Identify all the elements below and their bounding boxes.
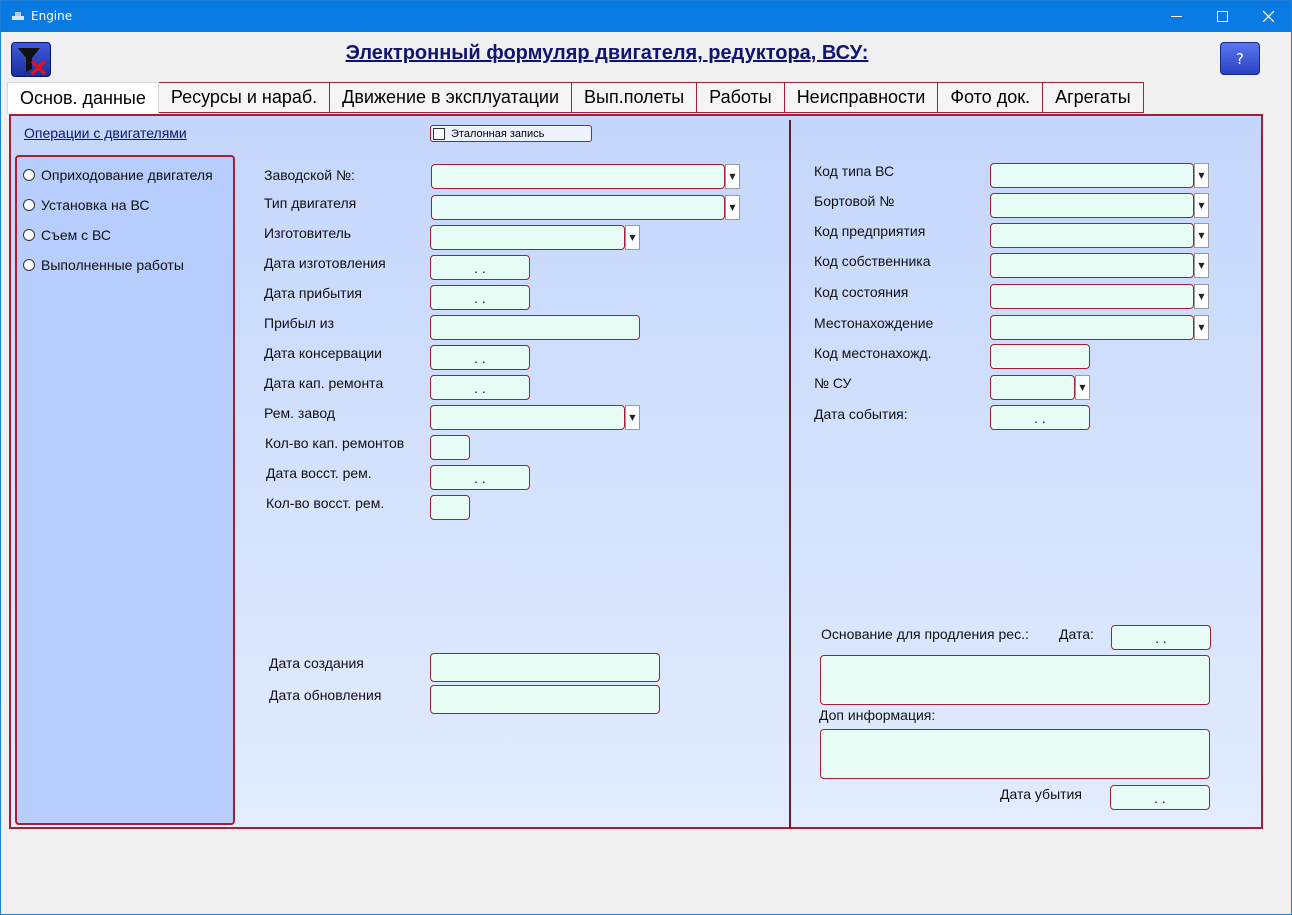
- label-conservation-date: Дата консервации: [264, 345, 382, 361]
- repair-plant-combo[interactable]: [430, 405, 625, 430]
- maximize-icon: [1217, 11, 1228, 22]
- departure-date-field[interactable]: . .: [1110, 785, 1210, 810]
- extra-info-memo[interactable]: [820, 729, 1210, 779]
- tab-bar: [7, 82, 1144, 113]
- label-event-date: Дата события:: [814, 406, 908, 422]
- label-repair-plant: Рем. завод: [264, 405, 336, 421]
- minimize-button[interactable]: [1153, 1, 1199, 32]
- tab-flights[interactable]: Вып.полеты: [572, 82, 697, 113]
- extension-basis-memo[interactable]: [820, 655, 1210, 705]
- serial-no-combo[interactable]: [431, 164, 725, 189]
- label-overhaul-count: Кол-во кап. ремонтов: [265, 435, 405, 451]
- tab-photo-docs[interactable]: Фото док.: [938, 82, 1043, 113]
- radio-install[interactable]: [23, 196, 149, 214]
- label-su-no: № СУ: [814, 375, 852, 391]
- label-location-code: Код местонахожд.: [814, 345, 932, 361]
- label-board-no: Бортовой №: [814, 193, 895, 209]
- restore-count-field[interactable]: [430, 495, 470, 520]
- radio-label: Установка на ВС: [41, 197, 150, 213]
- label-arrival-date: Дата прибытия: [264, 285, 362, 301]
- radio-circle: [23, 169, 35, 181]
- title-bar: [1, 1, 1291, 32]
- panel-divider: [789, 120, 791, 828]
- arrived-from-field[interactable]: [430, 315, 640, 340]
- operations-link[interactable]: Операции с двигателями: [24, 125, 187, 141]
- overhaul-count-field[interactable]: [430, 435, 470, 460]
- label-overhaul-date: Дата кап. ремонта: [264, 375, 384, 391]
- chevron-down-icon[interactable]: ▼: [725, 164, 740, 189]
- restore-date-field[interactable]: . .: [430, 465, 530, 490]
- tab-faults[interactable]: Неисправности: [785, 82, 939, 113]
- label-manufacture-date: Дата изготовления: [264, 255, 386, 271]
- reference-record-checkbox[interactable]: [430, 125, 592, 142]
- checkbox-box[interactable]: [433, 128, 445, 140]
- tab-resources[interactable]: Ресурсы и нараб.: [159, 82, 330, 113]
- tab-units[interactable]: Агрегаты: [1043, 82, 1144, 113]
- chevron-down-icon[interactable]: ▼: [1194, 284, 1209, 309]
- radio-circle: [23, 229, 35, 241]
- label-departure-date: Дата убытия: [1000, 786, 1082, 802]
- tab-movement[interactable]: Движение в эксплуатации: [330, 82, 572, 113]
- overhaul-date-field[interactable]: . .: [430, 375, 530, 400]
- label-extension-date: Дата:: [1059, 626, 1094, 642]
- radio-circle: [23, 199, 35, 211]
- label-restore-count: Кол-во восст. рем.: [266, 495, 385, 511]
- chevron-down-icon[interactable]: ▼: [625, 225, 640, 250]
- radio-receipt[interactable]: [23, 166, 213, 184]
- chevron-down-icon[interactable]: ▼: [1194, 163, 1209, 188]
- extension-date-field[interactable]: . .: [1111, 625, 1211, 650]
- label-created: Дата создания: [269, 655, 364, 671]
- help-button[interactable]: ?: [1220, 42, 1260, 75]
- minimize-icon: [1171, 11, 1182, 22]
- location-code-field[interactable]: [990, 344, 1090, 369]
- aircraft-type-combo[interactable]: [990, 163, 1194, 188]
- created-date-field[interactable]: [430, 653, 660, 682]
- updated-date-field[interactable]: [430, 685, 660, 714]
- chevron-down-icon[interactable]: ▼: [725, 195, 740, 220]
- location-combo[interactable]: [990, 315, 1194, 340]
- label-extra-info: Доп информация:: [819, 707, 936, 723]
- arrival-date-field[interactable]: . .: [430, 285, 530, 310]
- su-no-combo[interactable]: [990, 375, 1075, 400]
- board-no-combo[interactable]: [990, 193, 1194, 218]
- close-button[interactable]: [1245, 1, 1291, 32]
- label-manufacturer: Изготовитель: [264, 225, 352, 241]
- chevron-down-icon[interactable]: ▼: [1194, 223, 1209, 248]
- window-title: Engine: [31, 9, 73, 23]
- app-icon: [11, 10, 25, 22]
- label-restore-date: Дата восст. рем.: [266, 465, 372, 481]
- radio-circle: [23, 259, 35, 271]
- label-extension-basis: Основание для продления рес.:: [821, 626, 1029, 642]
- conservation-date-field[interactable]: . .: [430, 345, 530, 370]
- tab-main-data[interactable]: Основ. данные: [7, 82, 159, 114]
- chevron-down-icon[interactable]: ▼: [1194, 193, 1209, 218]
- event-date-field[interactable]: . .: [990, 405, 1090, 430]
- engine-type-combo[interactable]: [431, 195, 725, 220]
- checkbox-label: Эталонная запись: [451, 127, 545, 140]
- label-owner: Код собственника: [814, 253, 931, 269]
- label-serial-no: Заводской №:: [264, 167, 355, 183]
- close-icon: [1263, 11, 1274, 22]
- maximize-button[interactable]: [1199, 1, 1245, 32]
- chevron-down-icon[interactable]: ▼: [1194, 315, 1209, 340]
- label-state: Код состояния: [814, 284, 909, 300]
- label-location: Местонахождение: [814, 315, 934, 331]
- enterprise-combo[interactable]: [990, 223, 1194, 248]
- label-engine-type: Тип двигателя: [264, 195, 357, 211]
- chevron-down-icon[interactable]: ▼: [625, 405, 640, 430]
- radio-removal[interactable]: [23, 226, 111, 244]
- radio-label: Выполненные работы: [41, 257, 184, 273]
- page-title: Электронный формуляр двигателя, редуктора, ВСУ:: [345, 42, 869, 64]
- chevron-down-icon[interactable]: ▼: [1075, 375, 1090, 400]
- tab-works[interactable]: Работы: [697, 82, 785, 113]
- label-aircraft-type: Код типа ВС: [814, 163, 895, 179]
- label-arrived-from: Прибыл из: [264, 315, 335, 331]
- radio-done-works[interactable]: [23, 256, 184, 274]
- label-enterprise: Код предприятия: [814, 223, 926, 239]
- radio-label: Оприходование двигателя: [41, 167, 213, 183]
- label-updated: Дата обновления: [269, 687, 382, 703]
- state-combo[interactable]: [990, 284, 1194, 309]
- radio-label: Съем с ВС: [41, 227, 112, 243]
- manufacture-date-field[interactable]: . .: [430, 255, 530, 280]
- manufacturer-combo[interactable]: [430, 225, 625, 250]
- chevron-down-icon[interactable]: ▼: [1194, 253, 1209, 278]
- owner-combo[interactable]: [990, 253, 1194, 278]
